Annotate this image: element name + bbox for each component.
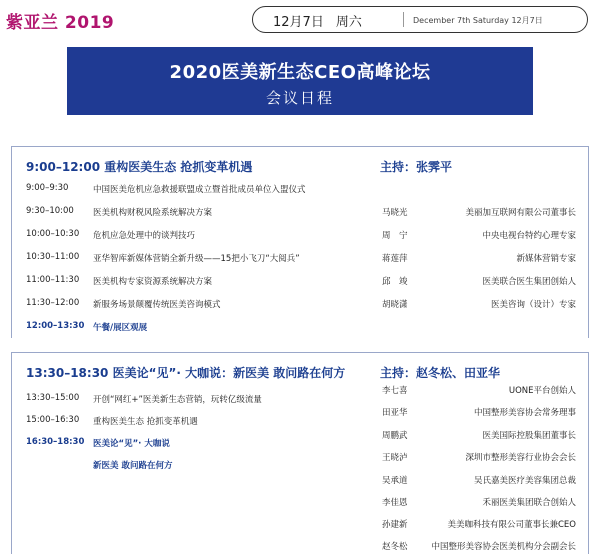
date-bar bbox=[252, 6, 588, 33]
row-topic: 午餐/展区观展 bbox=[93, 323, 148, 333]
row-speaker: 周鹏武 bbox=[382, 431, 408, 441]
row-speaker: 蒋莲萍 bbox=[382, 254, 408, 264]
row-time: 9:30–10:00 bbox=[26, 206, 74, 216]
session-title: 9:00–12:00 重构医美生态 抢抓变革机遇 bbox=[26, 160, 253, 174]
row-time: 13:30–15:00 bbox=[26, 393, 80, 403]
speaker-row bbox=[26, 490, 580, 512]
schedule-row bbox=[26, 223, 580, 245]
brand-title: 紫亚兰 2019 bbox=[6, 13, 115, 33]
row-speaker: 马晓光 bbox=[382, 208, 408, 218]
row-organization: 美丽加互联网有限公司董事长 bbox=[465, 208, 576, 218]
row-topic: 危机应急处理中的谈判技巧 bbox=[93, 231, 196, 241]
row-time: 11:00–11:30 bbox=[26, 275, 80, 285]
row-speaker: 周 宁 bbox=[382, 231, 408, 241]
session-title: 13:30–18:30 医美论“见”· 大咖说：新医美 敢问路在何方 bbox=[26, 366, 346, 380]
row-organization: 中国整形美容协会医美机构分会副会长 bbox=[431, 542, 576, 552]
row-speaker: 李佳恩 bbox=[382, 498, 408, 508]
row-topic: 医美机构财税风险系统解决方案 bbox=[93, 208, 213, 218]
schedule-row bbox=[26, 177, 580, 199]
session-host: 主持：张霁平 bbox=[380, 160, 453, 174]
date-english: December 7th Saturday 12月7日 bbox=[413, 16, 543, 25]
row-organization: 医美联合医生集团创始人 bbox=[482, 277, 576, 287]
row-organization: 吴氏嘉美医疗美容集团总裁 bbox=[473, 476, 576, 486]
row-time: 12:00–13:30 bbox=[26, 321, 85, 331]
date-main bbox=[273, 11, 374, 30]
speaker-row bbox=[26, 512, 580, 534]
row-speaker: 李七喜 bbox=[382, 386, 408, 396]
row-topic: 亚华智库新媒体营销全新升级——15把小飞刀“大阅兵” bbox=[93, 254, 300, 264]
row-organization: UONE平台创始人 bbox=[508, 386, 576, 396]
session-host: 主持：赵冬松、田亚华 bbox=[380, 366, 501, 380]
row-organization: 医美咨询（设计）专家 bbox=[490, 300, 576, 310]
row-time: 11:30–12:00 bbox=[26, 298, 80, 308]
row-topic: 医美论“见”· 大咖说 bbox=[93, 439, 170, 449]
row-topic: 重构医美生态 抢抓变革机遇 bbox=[93, 417, 198, 427]
schedule-row bbox=[26, 292, 580, 314]
row-organization: 中国整形美容协会常务理事 bbox=[473, 408, 576, 418]
row-topic: 医美机构专家资源系统解决方案 bbox=[93, 277, 213, 287]
row-organization: 禾丽医美集团联合创始人 bbox=[482, 498, 576, 508]
date-label: 12月7日 bbox=[273, 15, 324, 30]
row-speaker: 胡晓潇 bbox=[382, 300, 408, 310]
forum-subtitle: 会议日程 bbox=[265, 89, 334, 107]
speaker-row bbox=[26, 468, 580, 490]
row-speaker: 田亚华 bbox=[382, 408, 408, 418]
row-topic: 开创“网红+”医美新生态营销，玩转亿级流量 bbox=[93, 395, 262, 405]
row-organization: 美美咖科技有限公司董事长兼CEO bbox=[447, 520, 576, 530]
date-divider bbox=[403, 12, 404, 27]
schedule-row bbox=[26, 246, 580, 268]
row-time: 15:00–16:30 bbox=[26, 415, 80, 425]
row-topic: 新医美 敢问路在何方 bbox=[93, 461, 173, 471]
row-speaker: 赵冬松 bbox=[382, 542, 408, 552]
row-organization: 中央电视台特约心理专家 bbox=[482, 231, 576, 241]
forum-banner bbox=[67, 47, 533, 115]
row-speaker: 吴承道 bbox=[382, 476, 408, 486]
forum-title: 2020医美新生态CEO高峰论坛 bbox=[169, 62, 431, 83]
schedule-row bbox=[26, 200, 580, 222]
row-topic: 新服务场景颠覆传统医美咨询模式 bbox=[93, 300, 221, 310]
schedule-row bbox=[26, 269, 580, 291]
row-organization: 新媒体营销专家 bbox=[516, 254, 576, 264]
schedule-row-lunch bbox=[26, 315, 580, 337]
row-time: 10:00–10:30 bbox=[26, 229, 80, 239]
morning-session bbox=[11, 146, 589, 338]
afternoon-session bbox=[11, 352, 589, 554]
row-speaker: 王晓泸 bbox=[382, 453, 408, 463]
row-organization: 深圳市整形美容行业协会会长 bbox=[465, 453, 576, 463]
row-topic: 中国医美危机应急救援联盟成立暨首批成员单位入盟仪式 bbox=[93, 185, 306, 195]
speaker-row bbox=[26, 534, 580, 554]
row-time: 9:00–9:30 bbox=[26, 183, 69, 193]
row-speaker: 邱 竣 bbox=[382, 277, 408, 287]
row-time: 10:30–11:00 bbox=[26, 252, 80, 262]
row-time: 16:30–18:30 bbox=[26, 437, 85, 447]
weekday-label: 周六 bbox=[335, 15, 362, 30]
row-organization: 医美国际控股集团董事长 bbox=[482, 431, 576, 441]
row-speaker: 孙建新 bbox=[382, 520, 408, 530]
